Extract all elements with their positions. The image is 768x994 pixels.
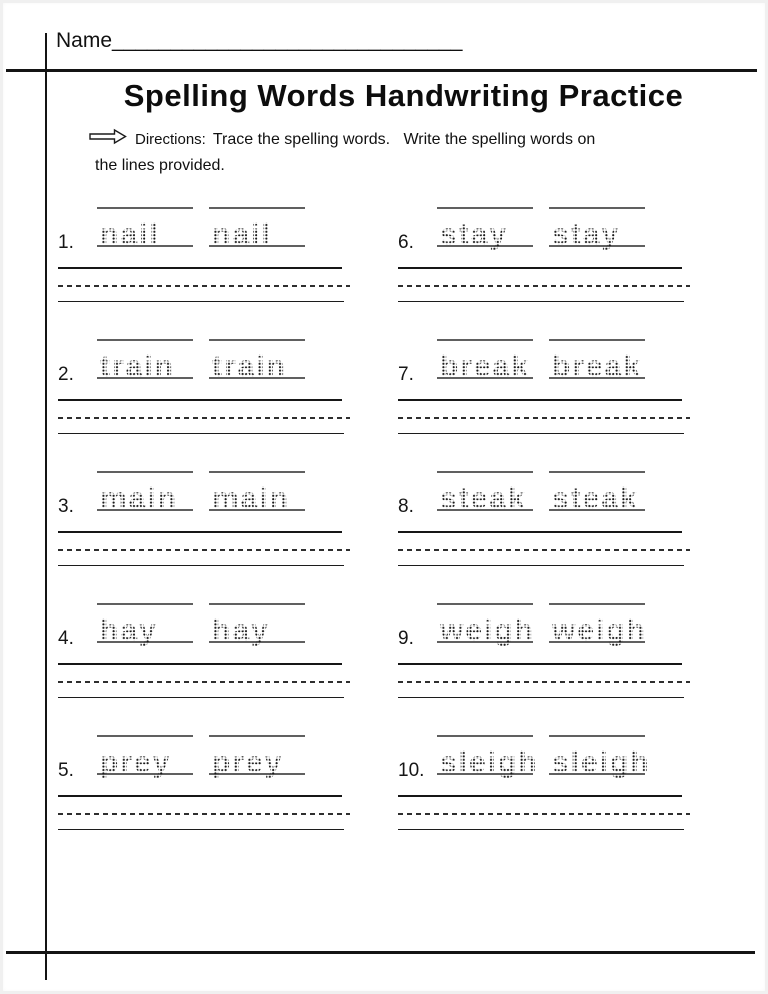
- trace-word: [547, 335, 659, 393]
- name-row: [56, 29, 462, 53]
- directions-label: Directions:: [135, 130, 206, 148]
- trace-word: [435, 335, 547, 393]
- directions-line1: [88, 128, 698, 152]
- trace-word: [95, 599, 207, 657]
- writing-line-solid: [58, 301, 344, 302]
- trace-word: [207, 203, 319, 261]
- item-number: 2.: [58, 364, 74, 385]
- item-number: 5.: [58, 760, 74, 781]
- svg-text:main: main: [212, 482, 291, 515]
- writing-line-solid: [398, 697, 684, 698]
- svg-text:steak: steak: [440, 482, 527, 515]
- directions-text-2: the lines provided.: [95, 156, 225, 174]
- trace-word: [435, 731, 547, 789]
- trace-row: [398, 203, 692, 261]
- trace-row: [58, 599, 352, 657]
- svg-text:prey: prey: [100, 746, 172, 779]
- writing-line-dashed: [58, 681, 350, 683]
- trace-word: [207, 731, 319, 789]
- svg-text:hay: hay: [100, 614, 158, 647]
- practice-item: [58, 335, 352, 434]
- svg-text:hay: hay: [212, 614, 270, 647]
- writing-line-solid: [398, 531, 682, 533]
- trace-word: [547, 731, 659, 789]
- svg-text:sleigh: sleigh: [440, 746, 539, 779]
- practice-item: [398, 467, 692, 566]
- writing-line-solid: [398, 663, 682, 665]
- writing-line-solid: [58, 795, 342, 797]
- trace-row: [58, 467, 352, 525]
- writing-line-solid: [58, 829, 344, 830]
- writing-line-dashed: [398, 681, 690, 683]
- writing-line-dashed: [398, 549, 690, 551]
- right-column: [398, 203, 692, 863]
- practice-item: [398, 599, 692, 698]
- directions: [88, 128, 698, 176]
- item-number: 9.: [398, 628, 414, 649]
- practice-item: [398, 731, 692, 830]
- svg-text:nail: nail: [212, 218, 272, 251]
- name-blank-line: ______________________________: [112, 29, 463, 52]
- left-column: [58, 203, 352, 863]
- footer-rule: [6, 951, 755, 954]
- page-title: Spelling Words Handwriting Practice: [123, 78, 684, 113]
- trace-row: [398, 467, 692, 525]
- item-number: 3.: [58, 496, 74, 517]
- writing-line-solid: [398, 829, 684, 830]
- practice-item: [58, 467, 352, 566]
- writing-line-solid: [58, 663, 342, 665]
- trace-word: [547, 467, 659, 525]
- writing-line-solid: [58, 697, 344, 698]
- writing-line-solid: [398, 565, 684, 566]
- writing-line-dashed: [398, 813, 690, 815]
- svg-text:main: main: [100, 482, 179, 515]
- writing-line-dashed: [398, 417, 690, 419]
- practice-grid: [58, 203, 692, 863]
- item-number: 6.: [398, 232, 414, 253]
- trace-row: [398, 731, 692, 789]
- svg-text:stay: stay: [552, 218, 621, 251]
- trace-word: [95, 203, 207, 261]
- practice-item: [58, 731, 352, 830]
- item-number: 10.: [398, 760, 425, 781]
- trace-word: [547, 203, 659, 261]
- svg-text:sleigh: sleigh: [552, 746, 651, 779]
- writing-line-dashed: [58, 285, 350, 287]
- trace-word: [435, 203, 547, 261]
- item-number: 7.: [398, 364, 414, 385]
- writing-line-solid: [58, 267, 342, 269]
- svg-text:steak: steak: [552, 482, 639, 515]
- trace-row: [398, 599, 692, 657]
- trace-row: [58, 731, 352, 789]
- trace-word: [547, 599, 659, 657]
- trace-word: [435, 467, 547, 525]
- writing-line-solid: [398, 433, 684, 434]
- svg-text:break: break: [552, 350, 643, 383]
- svg-text:weigh: weigh: [552, 614, 648, 647]
- trace-row: [58, 203, 352, 261]
- writing-line-dashed: [58, 417, 350, 419]
- writing-line-solid: [58, 531, 342, 533]
- svg-text:train: train: [100, 350, 176, 383]
- trace-row: [398, 335, 692, 393]
- svg-text:stay: stay: [440, 218, 509, 251]
- writing-line-dashed: [58, 813, 350, 815]
- practice-item: [58, 203, 352, 302]
- practice-item: [398, 203, 692, 302]
- writing-line-solid: [398, 267, 682, 269]
- writing-line-dashed: [58, 549, 350, 551]
- writing-line-solid: [398, 301, 684, 302]
- svg-text:break: break: [440, 350, 531, 383]
- writing-line-dashed: [398, 285, 690, 287]
- svg-text:train: train: [212, 350, 288, 383]
- writing-line-solid: [398, 795, 682, 797]
- name-label: Name: [56, 29, 113, 52]
- trace-word: [207, 467, 319, 525]
- trace-word: [95, 731, 207, 789]
- margin-rule-vertical: [45, 33, 47, 980]
- writing-line-solid: [58, 565, 344, 566]
- header-rule: [6, 69, 757, 72]
- writing-line-solid: [398, 399, 682, 401]
- writing-line-solid: [58, 399, 342, 401]
- practice-item: [398, 335, 692, 434]
- item-number: 8.: [398, 496, 414, 517]
- item-number: 4.: [58, 628, 74, 649]
- svg-text:weigh: weigh: [440, 614, 536, 647]
- trace-row: [58, 335, 352, 393]
- trace-word: [95, 335, 207, 393]
- svg-text:nail: nail: [100, 218, 160, 251]
- trace-word: [95, 467, 207, 525]
- right-arrow-icon: [88, 128, 128, 152]
- item-number: 1.: [58, 232, 74, 253]
- directions-text-1: Trace the spelling words. Write the spelling words on: [212, 131, 596, 148]
- trace-word: [435, 599, 547, 657]
- practice-item: [58, 599, 352, 698]
- trace-word: [207, 335, 319, 393]
- svg-text:prey: prey: [212, 746, 284, 779]
- trace-word: [207, 599, 319, 657]
- writing-line-solid: [58, 433, 344, 434]
